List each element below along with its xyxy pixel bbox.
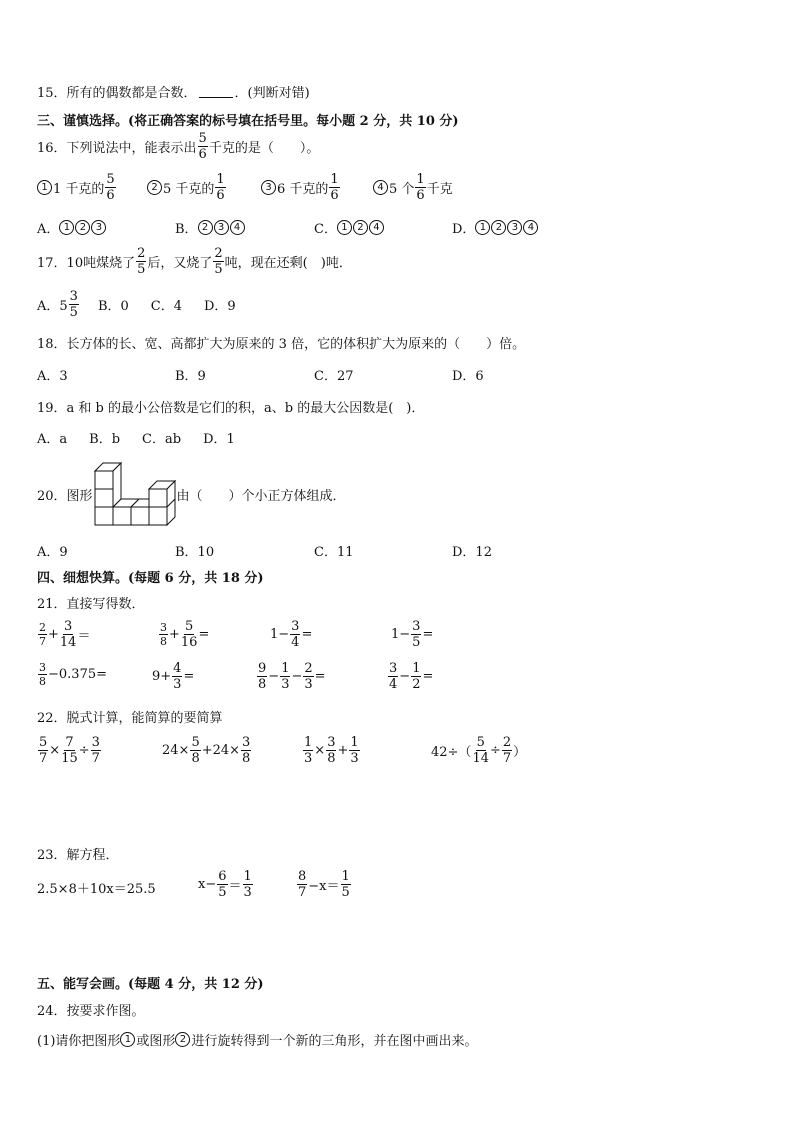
q16-option-a[interactable]: A． 1 2 3 — [37, 218, 107, 237]
q23-equation-3: $\frac{8}{7}$ −x＝ $\frac{1}{5}$ — [298, 869, 350, 900]
q16-statement-4: 4 5 个 $\frac{1}{6}$ 千克 — [373, 173, 453, 202]
q22-expr-1: $\frac{5}{7}$ × $\frac{7}{15}$ ÷ $\frac{3}{7}$ — [39, 735, 100, 766]
q24-sub-1: (1)请你把图形 1 或图形 2 进行旋转得到一个新的三角形，并在图中画出来。 — [37, 1034, 478, 1049]
q21-expr-2: $\frac{3}{8}$ + $\frac{5}{16}$ = — [160, 619, 210, 650]
q23-equation-2: x− $\frac{6}{5}$ ＝ $\frac{1}{3}$ — [198, 869, 252, 900]
q21-expr-1: $\frac{2}{7}$ + $\frac{3}{14}$ ＝ — [39, 619, 91, 650]
q20-post: 由（ ）个小正方体组成． — [176, 489, 346, 504]
q18-option-a[interactable]: A．3 — [37, 369, 68, 384]
q21-title: 21．直接写得数． — [37, 597, 145, 612]
q21-expr-7: $\frac{9}{8}$ − $\frac{1}{3}$ − $\frac{2}{3}$ = — [258, 661, 326, 692]
q17-option-d[interactable]: D．9 — [204, 299, 236, 314]
cube-figure — [93, 457, 185, 527]
q20-option-c[interactable]: C．11 — [314, 545, 354, 560]
q16-option-c[interactable]: C． 1 2 4 — [314, 218, 385, 237]
question-20 — [37, 485, 346, 504]
q21-expr-8: $\frac{3}{4}$ − $\frac{1}{2}$ = — [389, 661, 434, 692]
q21-expr-5: $\frac{3}{8}$ −0.375= — [39, 661, 108, 688]
q16-fraction: $\frac{5}{6}$ — [198, 131, 207, 162]
q19-option-d[interactable]: D．1 — [203, 432, 235, 447]
q21-expr-4: 1− $\frac{3}{5}$ = — [391, 619, 434, 650]
q18-option-b[interactable]: B．9 — [175, 369, 206, 384]
q22-expr-4: 42÷（ $\frac{5}{14}$ ÷ $\frac{2}{7}$ ） — [431, 735, 527, 766]
q15-tail: ．(判断对错) — [234, 86, 310, 101]
question-18: 18．长方体的长、宽、高都扩大为原来的 3 倍，它的体积扩大为原来的（ ）倍。 — [37, 337, 526, 352]
q16-pre: 16．下列说法中，能表示出 — [37, 141, 197, 156]
question-19: 19．a 和 b 的最小公倍数是它们的积，a、b 的最大公因数是( )． — [37, 401, 425, 416]
q20-pre: 20．图形 — [37, 489, 93, 504]
section-4-heading: 四、细想快算。(每题 6 分，共 18 分) — [37, 571, 264, 586]
q23-equation-1: 2.5×8＋10x＝25.5 — [37, 882, 156, 897]
q16-statement-2: 2 5 千克的 $\frac{1}{6}$ — [147, 173, 261, 202]
q19-option-b[interactable]: B．b — [89, 432, 121, 447]
q20-option-b[interactable]: B．10 — [175, 545, 215, 560]
q16-option-b[interactable]: B． 2 3 4 — [175, 218, 246, 237]
question-16 — [37, 132, 319, 161]
q19-option-c[interactable]: C．ab — [142, 432, 182, 447]
section-5-heading: 五、能写会画。(每题 4 分，共 12 分) — [37, 977, 264, 992]
q17-option-c[interactable]: C．4 — [150, 299, 182, 314]
q21-expr-6: 9+ $\frac{4}{3}$ = — [152, 661, 195, 692]
q17-option-b[interactable]: B．0 — [97, 299, 129, 314]
question-17: 17．10吨煤烧了 $\frac{2}{5}$ 后，又烧了 $\frac{2}{5}$ 吨，现在还剩( )吨． — [37, 246, 352, 277]
q20-option-d[interactable]: D．12 — [452, 545, 492, 560]
q16-statements — [37, 173, 453, 202]
q22-title: 22．脱式计算，能简算的要简算 — [37, 711, 223, 726]
q15-text: 15．所有的偶数都是合数． — [37, 86, 197, 101]
q16-statement-1: 1 1 千克的 $\frac{5}{6}$ — [37, 173, 147, 202]
q23-title: 23．解方程． — [37, 848, 119, 863]
q19-option-a[interactable]: A．a — [37, 432, 68, 447]
q17-options — [37, 290, 236, 319]
q22-expr-2: 24× $\frac{5}{8}$ +24× $\frac{3}{8}$ — [162, 735, 251, 766]
q15-answer-blank[interactable] — [199, 85, 233, 98]
q18-option-c[interactable]: C．27 — [314, 369, 354, 384]
q19-options — [37, 428, 235, 447]
q18-option-d[interactable]: D．6 — [452, 369, 484, 384]
q22-expr-3: $\frac{1}{3}$ × $\frac{3}{8}$ + $\frac{1}{3}$ — [304, 735, 359, 766]
q24-title: 24．按要求作图。 — [37, 1004, 145, 1019]
q21-expr-3: 1− $\frac{3}{4}$ = — [270, 619, 313, 650]
question-15 — [37, 82, 310, 101]
q16-statement-3: 3 6 千克的 $\frac{1}{6}$ — [261, 173, 373, 202]
q16-post: 千克的是（ ）。 — [208, 141, 320, 156]
section-3-heading: 三、谨慎选择。(将正确答案的标号填在括号里。每小题 2 分，共 10 分) — [37, 114, 459, 129]
q16-option-d[interactable]: D． 1 2 3 4 — [452, 218, 539, 237]
q17-option-a[interactable]: A．5 $\frac{3}{5}$ — [37, 289, 78, 320]
q20-option-a[interactable]: A．9 — [37, 545, 68, 560]
